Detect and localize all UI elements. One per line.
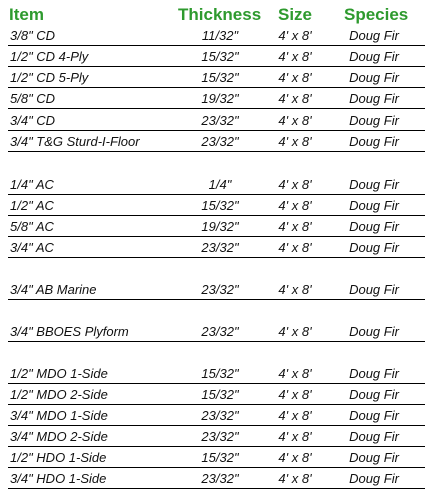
cell-item: 3/4" AC [10,240,54,255]
cell-item: 3/4" CD [10,113,56,128]
table-row [8,385,425,405]
cell-item: 5/8" CD [10,91,56,106]
cell-item: 1/2" MDO 1-Side [10,366,108,381]
cell-thickness-text: 23/32" [201,282,239,297]
cell-item: 1/2" AC [10,198,54,213]
cell-thickness-text: 15/32" [201,387,239,402]
table-row [8,280,425,300]
cell-size-text: 4' x 8' [278,240,312,255]
cell-size-text: 4' x 8' [278,282,312,297]
cell-species-text: Doug Fir [349,282,399,297]
table-row [8,111,425,131]
cell-item: 3/4" AB Marine [10,282,97,297]
cell-species-text: Doug Fir [349,471,399,486]
cell-item: 3/4" HDO 1-Side [10,471,107,486]
cell-species-text: Doug Fir [349,177,399,192]
cell-item: 5/8" AC [10,219,54,234]
cell-species-text: Doug Fir [349,366,399,381]
table-row [8,448,425,468]
cell-species-text: Doug Fir [349,387,399,402]
column-header-item: Item [9,5,44,24]
cell-size-text: 4' x 8' [278,366,312,381]
cell-size-text: 4' x 8' [278,450,312,465]
table-row [8,238,425,258]
cell-species-text: Doug Fir [349,49,399,64]
cell-size-text: 4' x 8' [278,91,312,106]
cell-thickness-text: 19/32" [201,91,239,106]
table-row [8,427,425,447]
cell-item: 1/2" MDO 2-Side [10,387,108,402]
table-row [8,196,425,216]
cell-thickness-text: 23/32" [201,240,239,255]
cell-item: 1/2" HDO 1-Side [10,450,107,465]
cell-size-text: 4' x 8' [278,471,312,486]
table-row [8,217,425,237]
cell-species-text: Doug Fir [349,240,399,255]
table-row [8,47,425,67]
cell-size-text: 4' x 8' [278,49,312,64]
table-row [8,469,425,489]
cell-thickness-text: 15/32" [201,366,239,381]
cell-species-text: Doug Fir [349,219,399,234]
cell-thickness-text: 1/4" [208,177,232,192]
table-row [8,322,425,342]
cell-item: 3/4" MDO 2-Side [10,429,108,444]
cell-thickness-text: 19/32" [201,219,239,234]
cell-size-text: 4' x 8' [278,70,312,85]
cell-thickness-text: 15/32" [201,49,239,64]
cell-item: 1/2" CD 5-Ply [10,70,89,85]
cell-species-text: Doug Fir [349,91,399,106]
cell-species-text: Doug Fir [349,134,399,149]
cell-thickness-text: 15/32" [201,450,239,465]
cell-thickness-text: 23/32" [201,471,239,486]
cell-thickness-text: 23/32" [201,429,239,444]
cell-thickness-text: 23/32" [201,408,239,423]
table-row [8,89,425,109]
cell-size-text: 4' x 8' [278,429,312,444]
cell-species-text: Doug Fir [349,70,399,85]
cell-size-text: 4' x 8' [278,177,312,192]
cell-thickness-text: 23/32" [201,134,239,149]
cell-species-text: Doug Fir [349,408,399,423]
cell-thickness-text: 23/32" [201,324,239,339]
cell-item: 3/8" CD [10,28,56,43]
cell-size-text: 4' x 8' [278,219,312,234]
cell-item: 3/4" T&G Sturd-I-Floor [10,134,140,149]
cell-species-text: Doug Fir [349,429,399,444]
table-row [8,406,425,426]
column-header-size: Size [278,5,313,24]
cell-size-text: 4' x 8' [278,408,312,423]
column-header-thickness: Thickness [178,5,262,24]
cell-species-text: Doug Fir [349,450,399,465]
cell-species-text: Doug Fir [349,324,399,339]
cell-size-text: 4' x 8' [278,198,312,213]
cell-species-text: Doug Fir [349,198,399,213]
cell-size-text: 4' x 8' [278,134,312,149]
cell-thickness-text: 11/32" [201,28,239,43]
table-row [8,26,425,46]
cell-species-text: Doug Fir [349,28,399,43]
cell-species-text: Doug Fir [349,113,399,128]
table-row [8,364,425,384]
cell-thickness-text: 23/32" [201,113,239,128]
cell-item: 3/4" MDO 1-Side [10,408,108,423]
cell-thickness-text: 15/32" [201,198,239,213]
table-row [8,68,425,88]
cell-size-text: 4' x 8' [278,113,312,128]
cell-size-text: 4' x 8' [278,387,312,402]
column-header-species: Species [344,5,409,24]
cell-size-text: 4' x 8' [278,28,312,43]
table-row [8,175,425,195]
cell-size-text: 4' x 8' [278,324,312,339]
table-row [8,132,425,152]
cell-item: 1/4" AC [10,177,54,192]
cell-item: 3/4" BBOES Plyform [10,324,129,339]
cell-item: 1/2" CD 4-Ply [10,49,89,64]
cell-thickness-text: 15/32" [201,70,239,85]
